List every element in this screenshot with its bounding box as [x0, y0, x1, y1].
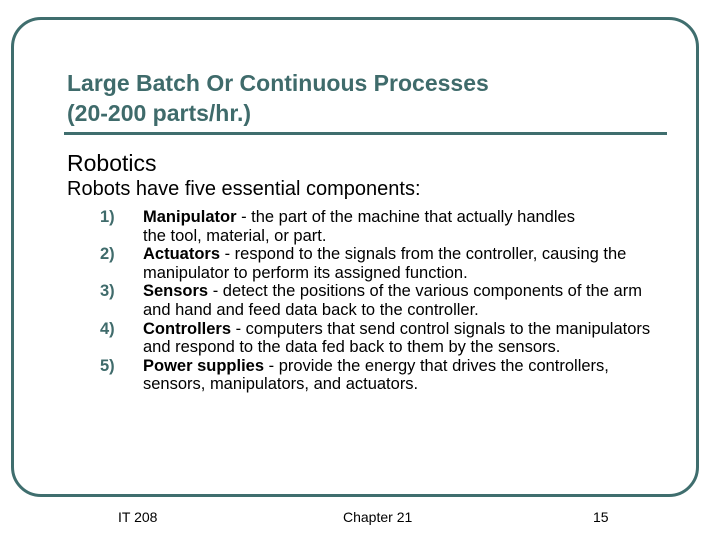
list-item-description: - respond to the signals from the controller, causing the manipulator to perform its assigned function.: [143, 245, 627, 282]
list-item-number: 3): [100, 282, 115, 301]
list-item-number: 5): [100, 356, 115, 375]
list-item-number: 2): [100, 245, 115, 264]
footer-page-number: 15: [593, 509, 609, 525]
list-item-description: - detect the positions of the various components of the arm and hand and feed data back to the controller.: [143, 282, 642, 319]
list-item-term: Power supplies: [143, 356, 265, 375]
list-item-term: Controllers: [143, 319, 232, 338]
title-divider: [64, 132, 667, 135]
list-item-number: 1): [100, 208, 115, 226]
title-line-2: (20-200 parts/hr.): [67, 100, 252, 126]
list-item-number: 4): [100, 319, 115, 338]
list-item: [100, 245, 655, 282]
footer-course: IT 208: [118, 509, 158, 525]
list-item: [100, 282, 663, 319]
list-item: [100, 208, 595, 245]
list-item-description: - provide the energy that drives the controllers, sensors, manipulators, and actuators.: [143, 356, 609, 394]
list-item-description: - the part of the machine that actually handles the tool, material, or part.: [143, 208, 575, 245]
list-item-term: Sensors: [143, 282, 209, 301]
list-item: [100, 320, 663, 357]
slide-title: [67, 68, 667, 128]
title-line-1: Large Batch Or Continuous Processes: [67, 70, 489, 96]
components-list: [100, 208, 670, 394]
footer-chapter: Chapter 21: [343, 509, 413, 525]
intro-text: Robots have five essential components:: [67, 178, 421, 200]
list-item: [100, 357, 623, 394]
section-heading: Robotics: [67, 150, 157, 176]
list-item-term: Manipulator: [143, 208, 237, 226]
list-item-term: Actuators: [143, 245, 221, 264]
list-item-description: - computers that send control signals to the manipulators and respond to the data fed back to them by the sensors.: [143, 319, 651, 357]
